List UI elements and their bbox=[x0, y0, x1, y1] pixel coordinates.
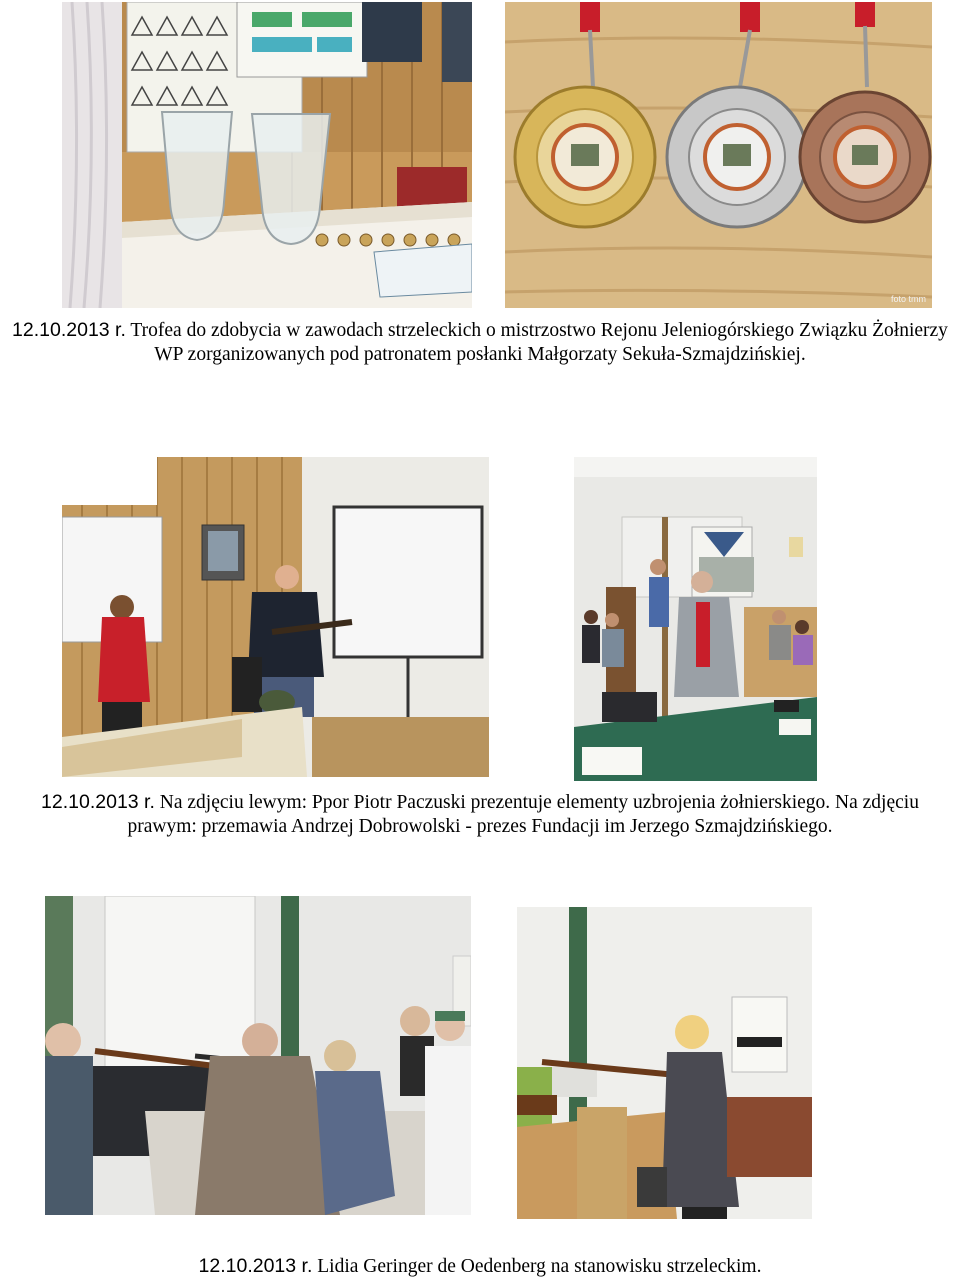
caption-trophies bbox=[0, 318, 960, 367]
shooting-range-photo-right bbox=[517, 907, 812, 1219]
caption-text: Na zdjęciu lewym: Ppor Piotr Paczuski prezentuje elementy uzbrojenia żołnierskiego. Na zdjęciu prawym: przemawia Andrzej Dobrowolski - prezes Fundacji im Jerzego Szmajdzińskiego. bbox=[127, 792, 919, 837]
medals-photo bbox=[505, 2, 932, 308]
trophy-cups-photo bbox=[62, 2, 472, 308]
shooting-range-photo-left bbox=[45, 896, 471, 1215]
weapon-presentation-photo bbox=[62, 457, 489, 777]
caption-date: 12.10.2013 r. bbox=[41, 791, 155, 813]
caption-shooting bbox=[0, 1254, 960, 1279]
caption-date: 12.10.2013 r. bbox=[12, 319, 126, 341]
caption-text: Lidia Geringer de Oedenberg na stanowisku strzeleckim. bbox=[312, 1256, 762, 1277]
photo-watermark: foto tmm bbox=[890, 294, 926, 304]
speech-photo bbox=[574, 457, 817, 781]
caption-text: Trofea do zdobycia w zawodach strzeleckich o mistrzostwo Rejonu Jeleniogórskiego Związku Żołnierzy WP zorganizowanych pod patronatem posłanki Małgorzaty Sekuła-Szmajdzińskiej. bbox=[125, 320, 948, 365]
caption-presentation bbox=[0, 790, 960, 839]
caption-date: 12.10.2013 r. bbox=[198, 1255, 313, 1277]
